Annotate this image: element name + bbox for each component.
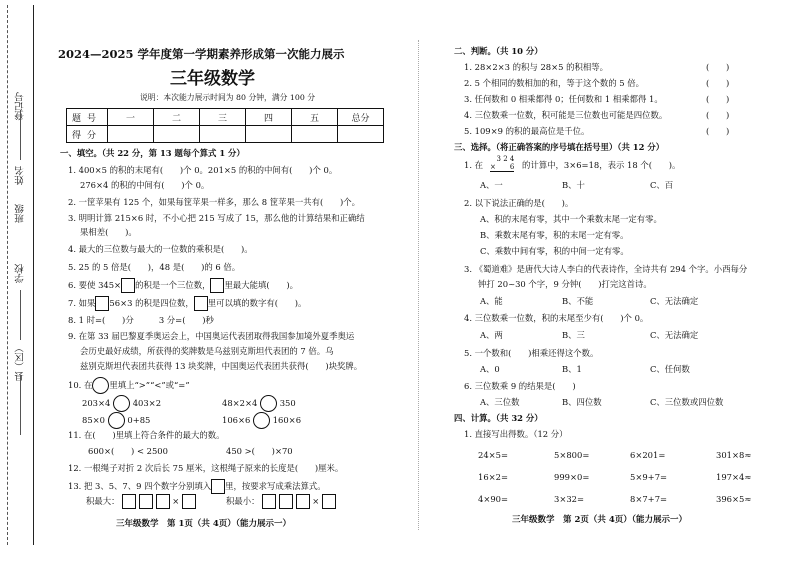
judge-item-1: 1. 28×2×3 的积与 28×5 的积相等。: [464, 62, 608, 72]
vertical-multiplication: [490, 155, 514, 172]
judge-answer[interactable]: ( ): [706, 126, 730, 136]
question-3b: 果相差( )。: [80, 227, 137, 237]
answer-box[interactable]: [210, 278, 224, 293]
answer-box[interactable]: [121, 278, 135, 293]
q13-max-label: 积最大：: [86, 496, 120, 506]
question-12: 12. 一根绳子对折 2 次后长 75 厘米，这根绳子原来的长度是( )厘米。: [68, 463, 344, 473]
multiplier: × 6: [490, 163, 515, 171]
choice-q1-prefix: 1. 在: [464, 160, 484, 170]
option[interactable]: A、能: [480, 296, 503, 306]
footer-right: 三年级数学 第 2页（共 4页）（能力展示一）: [512, 515, 687, 525]
calc-item: 8×7+7=: [630, 494, 668, 504]
q10-text: 里填上“>”“<”或“=”: [109, 380, 190, 390]
score-header-cell: 五: [292, 109, 338, 126]
score-header-cell: 四: [246, 109, 292, 126]
compare-circle[interactable]: [113, 395, 130, 412]
times-sign: ×: [312, 496, 320, 506]
cut-line: [7, 5, 8, 545]
calc-item: 999×0=: [554, 472, 590, 482]
question-9c: 兹别克斯坦代表团共获得 13 块奖牌，中国奥运代表团共获得( )块奖牌。: [80, 361, 363, 371]
q6-text: 里最大能填( )。: [224, 280, 298, 290]
section3-heading: 三、选择。（将正确答案的序号填在括号里）（共 12 分）: [454, 142, 665, 152]
score-row-label: 得分: [67, 126, 108, 143]
q13-min-row: [226, 494, 336, 509]
question-1b: 276×4 的积的中间有( )个 0。: [80, 180, 210, 190]
option[interactable]: C、百: [650, 180, 674, 190]
calc-item: 301×8≈: [716, 450, 752, 460]
sidebar-blank: [20, 290, 21, 340]
score-header-cell: 二: [154, 109, 200, 126]
compare-row-1: [82, 395, 161, 412]
footer-left: 三年级数学 第 1页（共 4页）（能力展示一）: [116, 519, 291, 529]
sidebar-registration-label: 登记号: [15, 92, 26, 121]
digit-box[interactable]: [322, 494, 336, 509]
binding-line: [33, 5, 34, 545]
compare-left: 203×4: [82, 398, 111, 408]
choice-q3a: 3. 《蜀道难》是唐代大诗人李白的代表诗作，全诗共有 294 个字。小西每分: [464, 264, 748, 274]
answer-box[interactable]: [211, 479, 225, 494]
question-10: [68, 377, 190, 394]
compare-left: 48×2×4: [222, 398, 258, 408]
option[interactable]: B、三: [562, 330, 585, 340]
sidebar-blank: [20, 110, 21, 160]
option[interactable]: A、三位数: [480, 397, 520, 407]
option[interactable]: B、十: [562, 180, 585, 190]
score-header-cell: 总分: [338, 109, 384, 126]
compare-row-1b: [222, 395, 296, 412]
score-table: [66, 108, 384, 143]
choice-q2: 2. 以下说法正确的是( )。: [464, 198, 574, 208]
page-divider: [418, 40, 419, 530]
sidebar-school-label: 学校: [15, 264, 26, 283]
choice-q3b: 钟打 20~30 个字，9 分钟( )打完这首诗。: [478, 279, 652, 289]
option[interactable]: B、乘数末尾有零，积的末尾一定有零。: [480, 230, 629, 240]
digit-box[interactable]: [262, 494, 276, 509]
times-sign: ×: [172, 496, 180, 506]
option[interactable]: A、一: [480, 180, 503, 190]
calc-item: 396×5≈: [716, 494, 752, 504]
subject-title: 三年级数学: [170, 69, 255, 89]
q6-text: 的积是一个三位数，: [135, 280, 211, 290]
option[interactable]: C、无法确定: [650, 296, 699, 306]
exam-title: 2024—2025 学年度第一学期素养形成第一次能力展示: [58, 47, 345, 61]
question-1a: 1. 400×5 的积的末尾有( )个 0。201×5 的积的中间有( )个 0。: [68, 165, 338, 175]
score-cell[interactable]: [154, 126, 200, 143]
option[interactable]: A、积的末尾有零，其中一个乘数末尾一定有零。: [480, 214, 662, 224]
score-header-cell: 三: [200, 109, 246, 126]
compare-right: 0+85: [127, 415, 151, 425]
judge-item-2: 2. 5 个相同的数相加的和，等于这个数的 5 倍。: [464, 78, 645, 88]
compare-circle[interactable]: [108, 412, 125, 429]
calc-item: 197×4≈: [716, 472, 752, 482]
judge-item-5: 5. 109×9 的积的最高位是千位。: [464, 126, 590, 136]
option[interactable]: C、任何数: [650, 364, 690, 374]
compare-right: 350: [279, 398, 296, 408]
choice-q5: 5. 一个数和( )相乘还得这个数。: [464, 348, 599, 358]
q7-text: 56×3 的积是四位数，: [109, 298, 194, 308]
judge-item-4: 4. 三位数乘一位数，积可能是三位数也可能是四位数。: [464, 110, 668, 120]
score-cell[interactable]: [246, 126, 292, 143]
question-8: 8. 1 时=( )分 3 分=( )秒: [68, 315, 214, 325]
choice-q6: 6. 三位数乘 9 的结果是( ): [464, 381, 576, 391]
question-4: 4. 最大的三位数与最大的一位数的乘积是( )。: [68, 244, 253, 254]
calc-item: 4×90=: [478, 494, 509, 504]
compare-circle[interactable]: [92, 377, 109, 394]
q13-text: 13. 把 3、5、7、9 四个数字分别填入: [68, 481, 212, 491]
question-9b: 会历史最好成绩，所获得的奖牌数是乌兹别克斯坦代表团的 7 倍。乌: [80, 346, 334, 356]
compare-left: 106×6: [222, 415, 251, 425]
sidebar-class-label: 班级: [15, 204, 26, 223]
question-9a: 9. 在第 33 届巴黎夏季奥运会上，中国奥运代表团取得我国参加境外夏季奥运: [68, 331, 355, 341]
q11-item-1: 600×( ) < 2500: [88, 446, 168, 456]
calc-item: 5×9+7=: [630, 472, 668, 482]
calc-item: 5×800=: [554, 450, 590, 460]
q11-item-2: 450 >( )×70: [226, 446, 293, 456]
q7-text: 里可以填的数字有( )。: [207, 298, 307, 308]
sidebar-name-label: 姓名: [15, 166, 26, 185]
compare-right: 403×2: [132, 398, 162, 408]
score-cell[interactable]: [292, 126, 338, 143]
q6-text: 6. 要使 345×: [68, 280, 122, 290]
judge-answer[interactable]: ( ): [706, 78, 730, 88]
sidebar-blank: [20, 375, 21, 435]
section4-heading: 四、计算。（共 32 分）: [454, 413, 543, 423]
instructions: 说明：本次能力展示时间为 80 分钟，满分 100 分: [140, 93, 316, 102]
question-13: [68, 479, 326, 494]
question-2: 2. 一筐苹果有 125 个，如果每筐苹果一样多，那么 8 筐苹果一共有( )个。: [68, 197, 361, 207]
option[interactable]: C、三位数或四位数: [650, 397, 724, 407]
judge-answer[interactable]: ( ): [706, 110, 730, 120]
sidebar-county-label: 县（区）: [15, 343, 26, 381]
q13-max-row: [86, 494, 196, 509]
score-cell[interactable]: [338, 126, 384, 143]
calc-item: 24×5=: [478, 450, 509, 460]
choice-q4: 4. 三位数乘一位数，积的末尾至少有( )个 0。: [464, 313, 649, 323]
option[interactable]: C、乘数中间有零，积的中间一定有零。: [480, 246, 629, 256]
digit-box[interactable]: [296, 494, 310, 509]
question-3a: 3. 明明计算 215×6 时，不小心把 215 写成了 15，那么他的计算结果和正确结: [68, 213, 365, 223]
question-6: [68, 278, 298, 293]
option[interactable]: B、1: [562, 364, 582, 374]
option[interactable]: B、不能: [562, 296, 594, 306]
compare-row-2: [82, 412, 150, 429]
compare-circle[interactable]: [253, 412, 270, 429]
choice-q1-text: 的计算中，3×6=18，表示 18 个( )。: [522, 160, 681, 170]
compare-right: 160×6: [272, 415, 302, 425]
judge-answer[interactable]: ( ): [706, 94, 730, 104]
question-11: 11. 在( )里填上符合条件的最大的数。: [68, 430, 225, 440]
section4-sub1: 1. 直接写出得数。（12 分）: [464, 429, 568, 439]
option[interactable]: A、两: [480, 330, 503, 340]
calc-item: 6×201=: [630, 450, 666, 460]
question-5: 5. 25 的 5 倍是( )，48 是( )的 6 倍。: [68, 262, 241, 272]
q13-text: 里，按要求写成乘法算式。: [225, 481, 326, 491]
section2-heading: 二、判断。（共 10 分）: [454, 46, 543, 56]
digit-box[interactable]: [122, 494, 136, 509]
compare-left: 85×0: [82, 415, 106, 425]
score-cell[interactable]: [108, 126, 154, 143]
q7-text: 7. 如果: [68, 298, 96, 308]
digit-box[interactable]: [182, 494, 196, 509]
q13-min-label: 积最小：: [226, 496, 260, 506]
multiplicand: 3 2 4: [496, 155, 515, 163]
answer-box[interactable]: [95, 296, 109, 311]
judge-item-3: 3. 任何数和 0 相乘都得 0；任何数和 1 相乘都得 1。: [464, 94, 663, 104]
score-header-cell: 一: [108, 109, 154, 126]
section1-heading: 一、填空。（共 22 分，第 13 题每个算式 1 分）: [60, 148, 245, 158]
calc-item: 3×32=: [554, 494, 585, 504]
option[interactable]: B、四位数: [562, 397, 602, 407]
score-header-cell: 题号: [67, 109, 108, 126]
compare-circle[interactable]: [260, 395, 277, 412]
digit-box[interactable]: [279, 494, 293, 509]
digit-box[interactable]: [139, 494, 153, 509]
digit-box[interactable]: [156, 494, 170, 509]
calc-item: 16×2=: [478, 472, 509, 482]
score-cell[interactable]: [200, 126, 246, 143]
q10-text: 10. 在: [68, 380, 93, 390]
judge-answer[interactable]: ( ): [706, 62, 730, 72]
answer-box[interactable]: [194, 296, 208, 311]
option[interactable]: C、无法确定: [650, 330, 699, 340]
compare-row-2b: [222, 412, 301, 429]
question-7: [68, 296, 306, 311]
option[interactable]: A、0: [480, 364, 500, 374]
